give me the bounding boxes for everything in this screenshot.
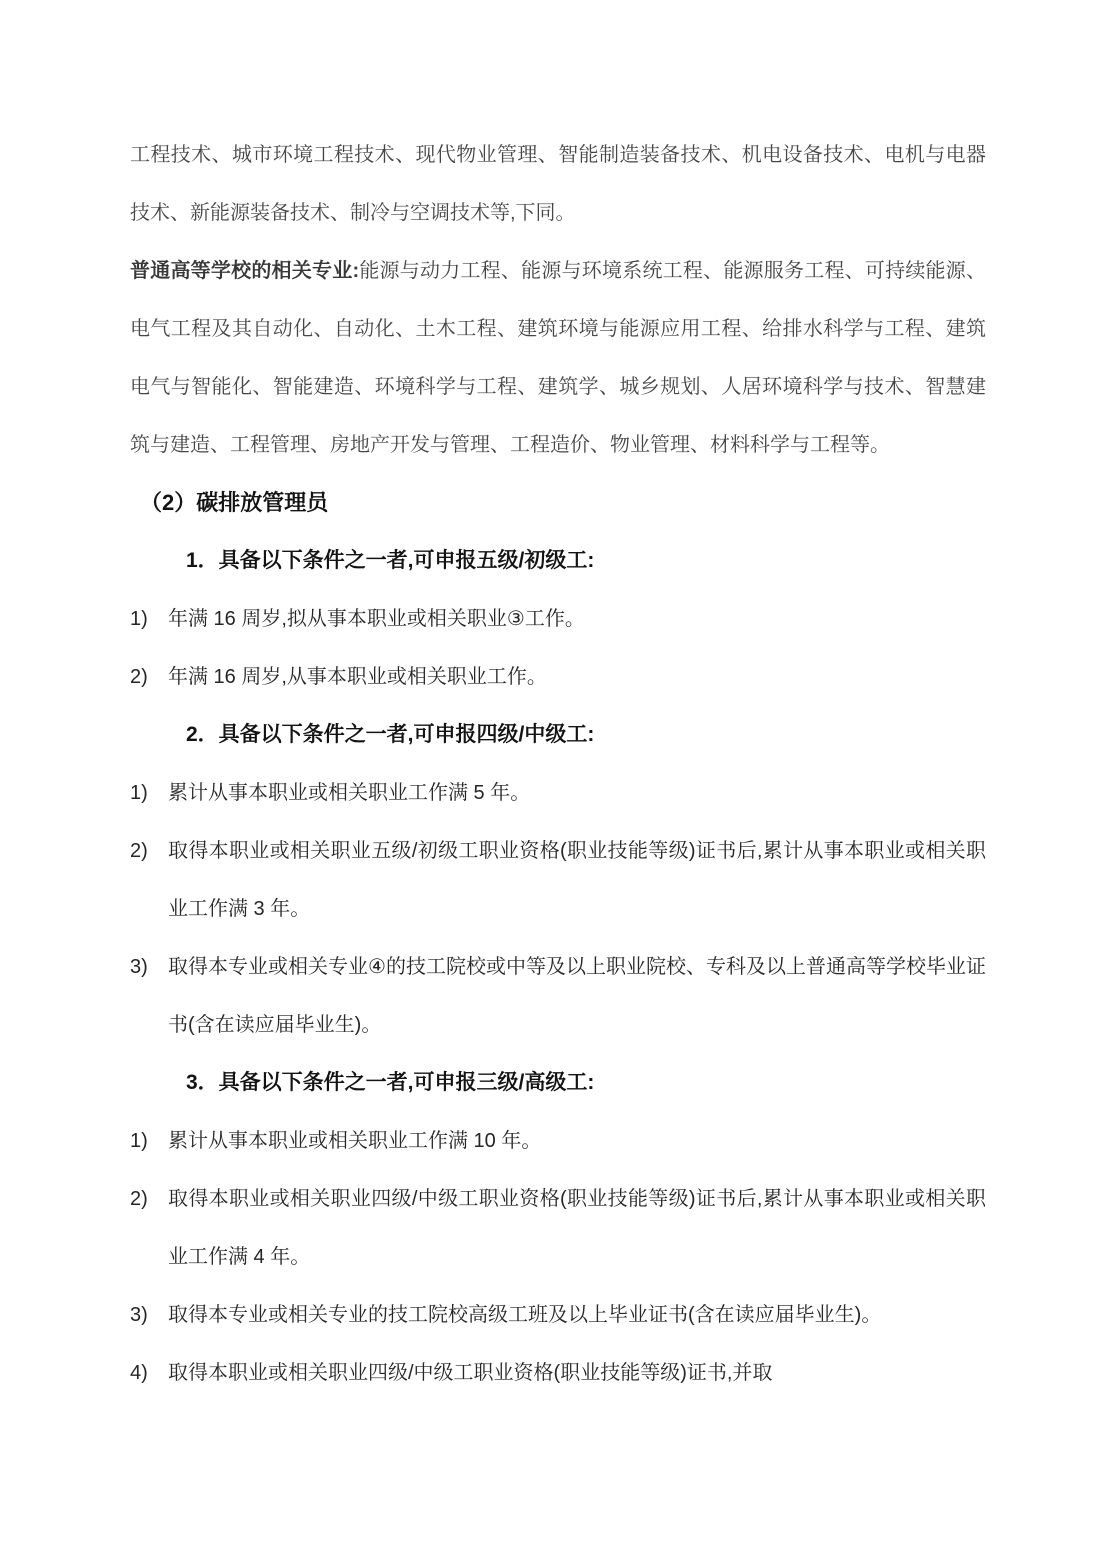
paragraph-related-majors-university (130, 242, 986, 474)
document-page (130, 126, 986, 1402)
subsection-heading-level4-intermediate: 2．具备以下条件之一者,可申报四级/中级工: (186, 723, 595, 746)
section-heading-carbon-emission-manager: （2）碳排放管理员 (140, 490, 329, 515)
list-item-text: 取得本职业或相关职业五级/初级工职业资格(职业技能等级)证书后,累计从事本职业或相关职业工作满 3 年。 (168, 840, 986, 920)
paragraph-related-majors-vocational: 工程技术、城市环境工程技术、现代物业管理、智能制造装备技术、机电设备技术、电机与电器技术、新能源装备技术、制冷与空调技术等,下同。 (130, 144, 986, 224)
list-item-text: 取得本专业或相关专业的技工院校高级工班及以上毕业证书(含在读应届毕业生)。 (168, 1304, 882, 1326)
paragraph-body-text: 能源与动力工程、能源与环境系统工程、能源服务工程、可持续能源、电气工程及其自动化、自动化、土木工程、建筑环境与能源应用工程、给排水科学与工程、建筑电气与智能化、智能建造、环境科学与工程、建筑学、城乡规划、人居环境科学与技术、智慧建筑与建造、工程管理、房地产开发与管理、工程造价、物业管理、材料科学与工程等。 (130, 260, 986, 456)
list-item (130, 764, 986, 822)
list-item (130, 1170, 986, 1286)
list-item (130, 1286, 986, 1344)
list-item (130, 822, 986, 938)
list-item-marker: 2) (130, 840, 148, 862)
list-item-text: 年满 16 周岁,从事本职业或相关职业工作。 (168, 666, 547, 688)
paragraph-lead-bold: 普通高等学校的相关专业: (130, 260, 360, 282)
list-item-text: 取得本专业或相关专业④的技工院校或中等及以上职业院校、专科及以上普通高等学校毕业证书(含在读应届毕业生)。 (168, 956, 986, 1036)
list-item-text: 累计从事本职业或相关职业工作满 10 年。 (168, 1130, 542, 1152)
list-item-text: 累计从事本职业或相关职业工作满 5 年。 (168, 782, 531, 804)
list-item (130, 1344, 986, 1402)
list-item-text: 取得本职业或相关职业四级/中级工职业资格(职业技能等级)证书,并取 (168, 1362, 773, 1384)
list-item-marker: 3) (130, 956, 148, 978)
list-item-marker: 1) (130, 782, 148, 804)
list-item-marker: 2) (130, 1188, 148, 1210)
list-item-marker: 3) (130, 1304, 148, 1326)
list-item (130, 1112, 986, 1170)
list-item-text: 取得本职业或相关职业四级/中级工职业资格(职业技能等级)证书后,累计从事本职业或相关职业工作满 4 年。 (168, 1188, 986, 1268)
list-item (130, 648, 986, 706)
list-item-marker: 1) (130, 1130, 148, 1152)
list-item-text: 年满 16 周岁,拟从事本职业或相关职业③工作。 (168, 608, 585, 630)
subsection-heading-level5-junior: 1．具备以下条件之一者,可申报五级/初级工: (186, 549, 595, 572)
list-item-marker: 1) (130, 608, 148, 630)
list-item (130, 590, 986, 648)
list-item (130, 938, 986, 1054)
list-item-marker: 2) (130, 666, 148, 688)
list-item-marker: 4) (130, 1362, 148, 1384)
subsection-heading-level3-senior: 3．具备以下条件之一者,可申报三级/高级工: (186, 1071, 595, 1094)
